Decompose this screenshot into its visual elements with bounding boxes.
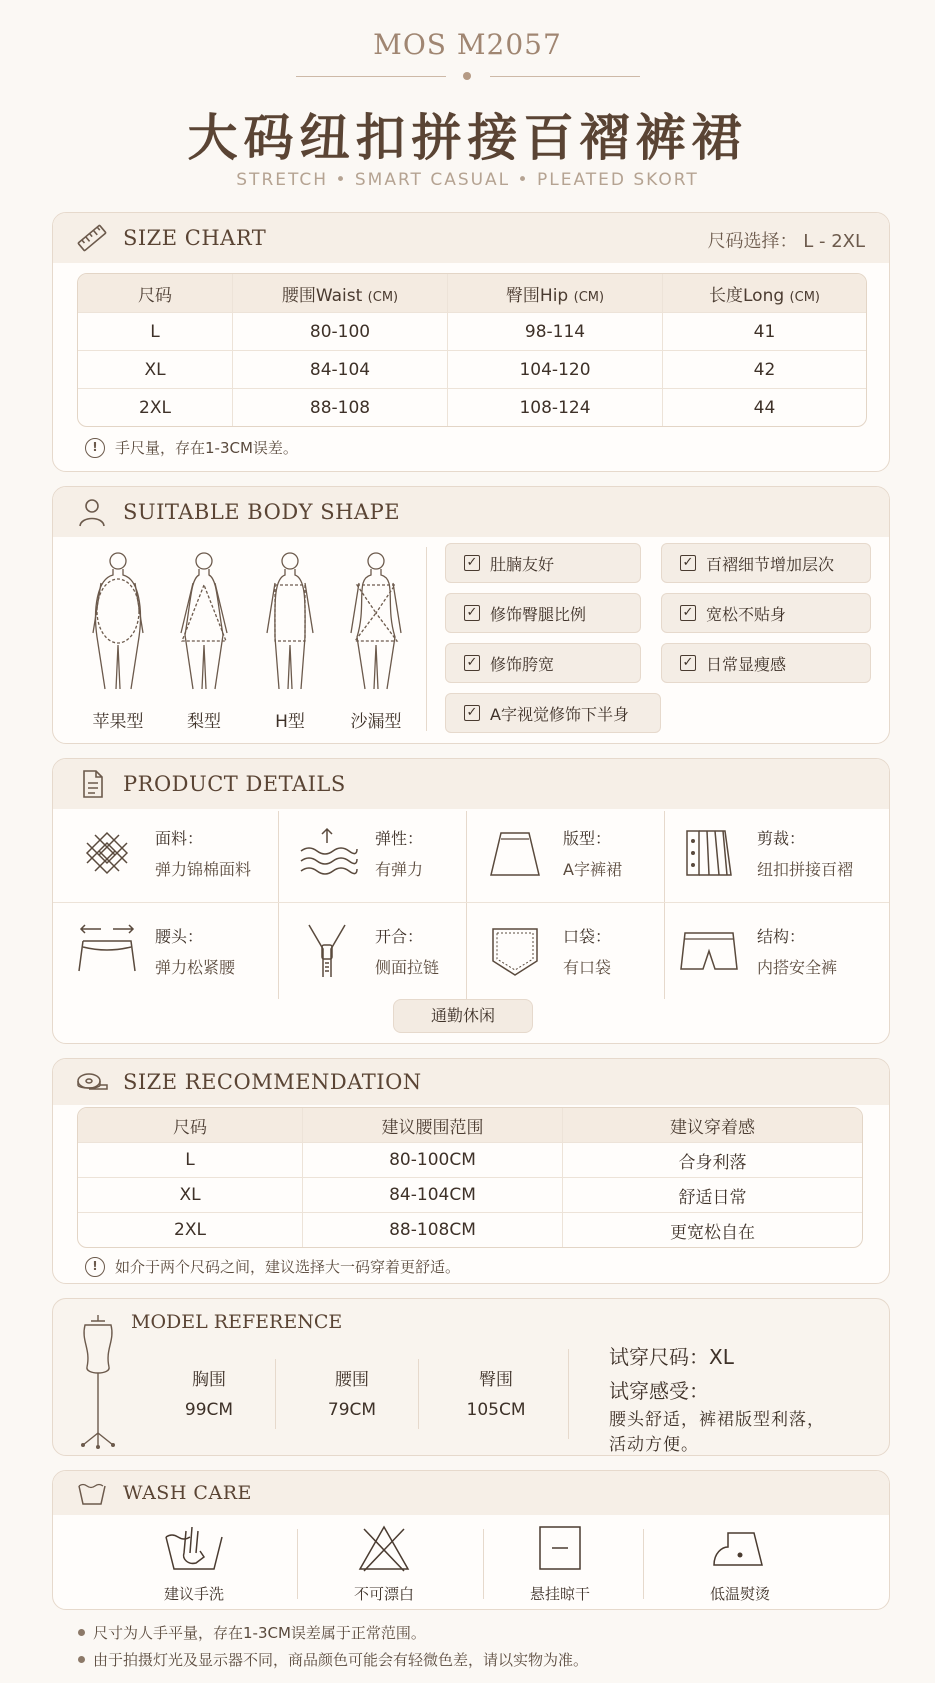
- tape-measure-icon: [75, 1065, 109, 1099]
- divider: [664, 811, 665, 999]
- table-header-row: [78, 1108, 862, 1142]
- column-header: 腰围Waist (CM): [232, 274, 447, 312]
- elastic-waist-icon: [75, 919, 139, 983]
- checkbox-icon: ✓: [464, 655, 480, 671]
- divider: [643, 1529, 644, 1599]
- table-row: XL 84-104CM 舒适日常: [78, 1177, 862, 1212]
- header-divider-dot: [463, 72, 471, 80]
- zipper-icon: [295, 919, 359, 983]
- divider: [426, 547, 427, 731]
- column-header: 尺码: [78, 1108, 302, 1142]
- divider: [53, 902, 890, 903]
- checkbox-icon: ✓: [680, 555, 696, 571]
- detail-waistband: 腰头： 弹力松紧腰: [75, 919, 235, 983]
- no-bleach-icon: [352, 1523, 416, 1573]
- model-reference-title: MODEL REFERENCE: [131, 1311, 343, 1333]
- try-on-feel-text-1: 腰头舒适，裤裙版型利落，: [609, 1410, 825, 1430]
- size-chart-card: [52, 212, 890, 472]
- stretch-wave-icon: [295, 821, 359, 885]
- apple-shape-figure-icon: [83, 549, 153, 697]
- pear-shape-figure-icon: [169, 549, 239, 697]
- detail-closure: 开合： 侧面拉链: [295, 919, 439, 983]
- feature-chip: ✓ 修饰臀腿比例: [445, 593, 641, 633]
- size-chart-header: [53, 213, 889, 263]
- safety-shorts-icon: [677, 919, 741, 983]
- detail-fabric: 面料： 弹力锦棉面料: [75, 821, 251, 885]
- care-hand-wash: 建议手洗: [119, 1523, 269, 1604]
- divider: [466, 811, 467, 999]
- body-shape-pear: 梨型: [161, 549, 247, 732]
- table-header-row: [78, 274, 866, 312]
- header-divider-left: [296, 76, 446, 77]
- product-title: 大码纽扣拼接百褶裤裙: [187, 108, 748, 167]
- info-icon: !: [85, 1257, 105, 1277]
- info-icon: !: [85, 438, 105, 458]
- detail-fit: 版型： A字裤裙: [483, 821, 622, 885]
- product-code: MOS M2057: [373, 28, 562, 61]
- product-details-title: PRODUCT DETAILS: [123, 772, 346, 796]
- product-details-header: [53, 759, 889, 809]
- checkbox-icon: ✓: [464, 605, 480, 621]
- care-low-iron: 低温熨烫: [665, 1523, 815, 1604]
- size-between-note: ! 如介于两个尺码之间，建议选择大一码穿着更舒适。: [85, 1256, 889, 1277]
- table-row: L 80-100CM 合身利落: [78, 1142, 862, 1177]
- size-chart-table: [77, 273, 867, 427]
- divider: [275, 1359, 276, 1429]
- checkbox-icon: ✓: [464, 555, 480, 571]
- feature-chip: ✓ A字视觉修饰下半身: [445, 693, 661, 733]
- checkbox-icon: ✓: [680, 655, 696, 671]
- pocket-icon: [483, 919, 547, 983]
- detail-elasticity: 弹性： 有弹力: [295, 821, 423, 885]
- wash-basin-icon: [75, 1476, 109, 1510]
- detail-structure: 结构： 内搭安全裤: [677, 919, 837, 983]
- feature-chip: ✓ 百褶细节增加层次: [661, 543, 871, 583]
- size-recommendation-table: [77, 1107, 863, 1248]
- body-shape-title: SUITABLE BODY SHAPE: [123, 500, 401, 524]
- model-bust: 胸围 99CM: [184, 1370, 234, 1420]
- column-header: 尺码: [78, 274, 232, 312]
- model-hip: 臀围 105CM: [466, 1370, 526, 1420]
- person-icon: [75, 495, 109, 529]
- try-on-feel-text-2: 活动方便。: [609, 1435, 699, 1455]
- body-shape-h: H型: [247, 549, 333, 732]
- h-shape-figure-icon: [255, 549, 325, 697]
- wash-care-title: WASH CARE: [123, 1482, 252, 1504]
- feature-chip: ✓ 修饰胯宽: [445, 643, 641, 683]
- try-on-size: 试穿尺码：XL: [609, 1345, 734, 1369]
- a-line-skirt-icon: [483, 821, 547, 885]
- size-recommendation-header: [53, 1059, 889, 1105]
- detail-pocket: 口袋： 有口袋: [483, 919, 611, 983]
- footnote: 尺寸为人手平量，存在1-3CM误差属于正常范围。: [78, 1622, 426, 1643]
- dress-form-icon: [71, 1311, 125, 1451]
- model-waist: 腰围 79CM: [327, 1370, 377, 1420]
- body-shape-apple: 苹果型: [75, 549, 161, 732]
- detail-cut: 剪裁： 纽扣拼接百褶: [677, 821, 853, 885]
- table-row: L 80-100 98-114 41: [78, 312, 866, 350]
- size-recommendation-title: SIZE RECOMMENDATION: [123, 1070, 422, 1094]
- header-divider-right: [490, 76, 640, 77]
- hang-dry-icon: [528, 1523, 592, 1573]
- size-chart-title: SIZE CHART: [123, 226, 267, 250]
- column-header: 长度Long (CM): [662, 274, 866, 312]
- low-iron-icon: [708, 1523, 772, 1573]
- feature-chip: ✓ 肚腩友好: [445, 543, 641, 583]
- care-hang-dry: 悬挂晾干: [485, 1523, 635, 1604]
- divider: [568, 1349, 569, 1439]
- product-details-card: [52, 758, 890, 1044]
- checkbox-icon: ✓: [464, 705, 480, 721]
- column-header: 建议腰围范围: [302, 1108, 562, 1142]
- wash-care-card: [52, 1470, 890, 1610]
- footnote: 由于拍摄灯光及显示器不同，商品颜色可能会有轻微色差，请以实物为准。: [78, 1649, 588, 1670]
- table-row: XL 84-104 104-120 42: [78, 350, 866, 388]
- wash-care-header: [53, 1471, 889, 1515]
- product-subtitle: STRETCH • SMART CASUAL • PLEATED SKORT: [236, 170, 699, 190]
- divider: [483, 1529, 484, 1599]
- body-shape-card: [52, 486, 890, 744]
- body-shape-hourglass: 沙漏型: [333, 549, 419, 732]
- table-row: 2XL 88-108CM 更宽松自在: [78, 1212, 862, 1247]
- divider: [418, 1359, 419, 1429]
- body-shape-list: [75, 549, 419, 732]
- care-no-bleach: 不可漂白: [309, 1523, 459, 1604]
- hand-wash-icon: [162, 1523, 226, 1573]
- column-header: 臀围Hip (CM): [447, 274, 662, 312]
- table-row: 2XL 88-108 108-124 44: [78, 388, 866, 426]
- feature-chip: ✓ 日常显瘦感: [661, 643, 871, 683]
- ruler-icon: [75, 221, 109, 255]
- body-shape-header: [53, 487, 889, 537]
- style-tag: 通勤休闲: [393, 999, 533, 1033]
- divider: [278, 811, 279, 999]
- checkbox-icon: ✓: [680, 605, 696, 621]
- try-on-feel-label: 试穿感受：: [609, 1379, 709, 1403]
- divider: [297, 1529, 298, 1599]
- button-pleat-icon: [677, 821, 741, 885]
- size-recommendation-card: [52, 1058, 890, 1284]
- feature-chip: ✓ 宽松不贴身: [661, 593, 871, 633]
- fabric-weave-icon: [75, 821, 139, 885]
- model-reference-card: [52, 1298, 890, 1456]
- measurement-note: ! 手尺量，存在1-3CM误差。: [85, 437, 889, 458]
- hourglass-shape-figure-icon: [341, 549, 411, 697]
- column-header: 建议穿着感: [562, 1108, 862, 1142]
- size-range: 尺码选择： L - 2XL: [707, 231, 865, 252]
- document-icon: [75, 767, 109, 801]
